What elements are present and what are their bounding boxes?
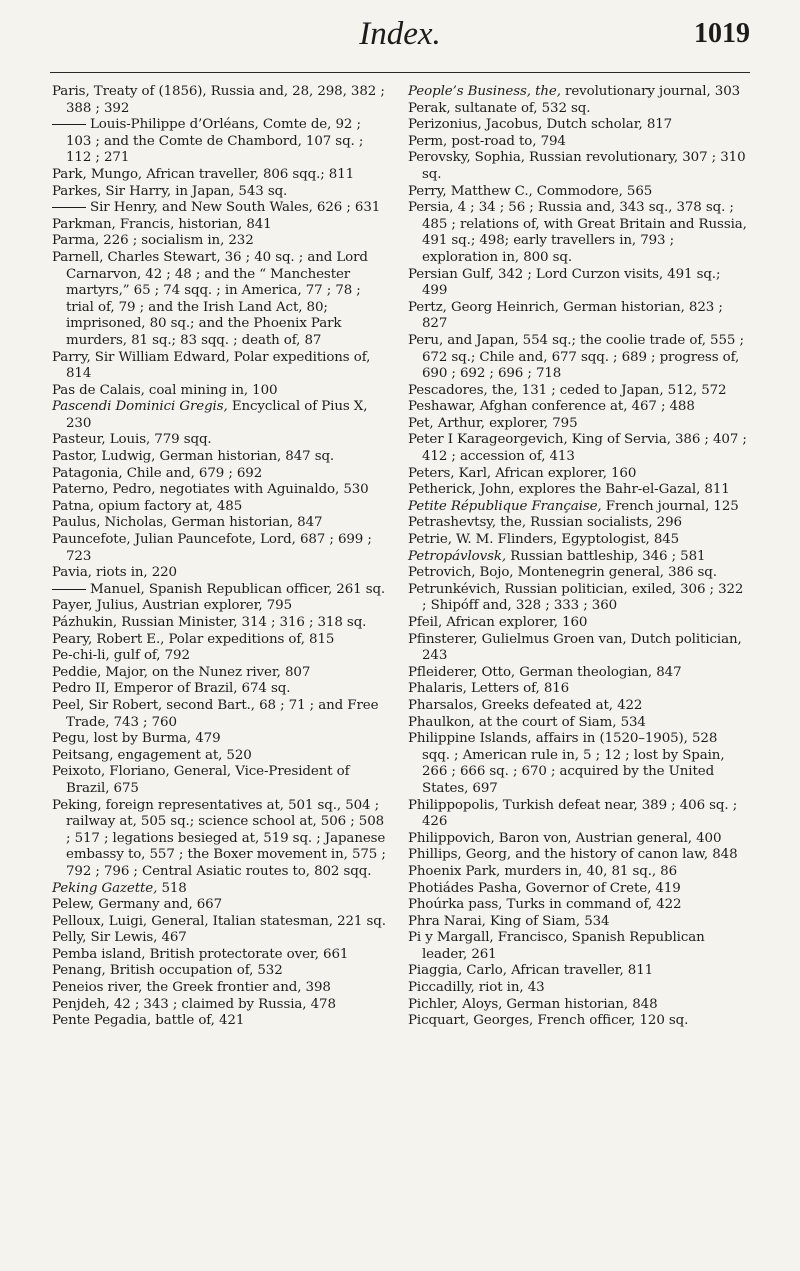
index-entry [408,84,748,101]
index-entry [52,748,388,765]
index-entry [408,665,748,682]
entry-text: Paris, Treaty of (1856), Russia and, 28, 298, 382 ; 388 ; 392 [52,84,385,116]
entry-text: Peddie, Major, on the Nunez river, 807 [52,664,311,680]
entry-text: 518 [157,880,187,896]
entry-text: Russian battleship, 346 ; 581 [506,548,706,564]
index-entry [408,134,748,151]
index-entry [408,715,748,732]
entry-text: Peru, and Japan, 554 sq.; the coolie trade of, 555 ; 672 sq.; Chile and, 677 sqq. ; 689 ; progress of, 690 ; 692 ; 696 ; 718 [408,332,744,382]
ditto-dash [52,207,86,208]
index-entry [52,914,388,931]
index-entry [52,250,388,350]
entry-text: Philippovich, Baron von, Austrian general, 400 [408,830,722,846]
index-entry [52,84,388,117]
index-entry [52,466,388,483]
index-entry [52,200,388,217]
entry-text: Peneios river, the Greek frontier and, 398 [52,980,331,996]
index-entry [52,482,388,499]
entry-text: Pelew, Germany and, 667 [52,897,223,913]
index-entry [408,698,748,715]
index-entry [52,615,388,632]
entry-text: Pertz, Georg Heinrich, German historian, 823 ; 827 [408,299,723,332]
index-entry [408,897,748,914]
entry-text: Pichler, Aloys, German historian, 848 [408,996,658,1012]
entry-text: Pauncefote, Julian Pauncefote, Lord, 687 ; 699 ; 723 [52,532,372,564]
entry-text: Pelly, Sir Lewis, 467 [52,930,187,946]
index-entry [408,515,748,532]
index-entry [52,963,388,980]
entry-text: Persian Gulf, 342 ; Lord Curzon visits, 491 sq.; 499 [408,266,721,299]
entry-italic-title: Peking Gazette, [52,880,158,896]
index-entry [408,847,748,864]
index-entry [52,598,388,615]
entry-text: Pegu, lost by Burma, 479 [52,731,221,747]
entry-text: Pemba island, British protectorate over, 661 [52,946,349,962]
index-entry [408,1013,748,1030]
index-entry [408,150,748,183]
entry-text: Parry, Sir William Edward, Polar expeditions of, 814 [52,349,371,382]
entry-text: Pasteur, Louis, 779 sqq. [52,432,212,448]
ditto-dash [52,589,86,590]
entry-text: Perak, sultanate of, 532 sq. [408,100,591,116]
index-entry [408,565,748,582]
entry-text: Pfleiderer, Otto, German theologian, 847 [408,664,682,680]
index-entry [52,698,388,731]
entry-text: Petrovich, Bojo, Montenegrin general, 386 sq. [408,565,717,581]
index-entry [408,200,748,266]
index-entry [52,217,388,234]
entry-text: Pelloux, Luigi, General, Italian statesman, 221 sq. [52,913,386,929]
entry-text: Peking, foreign representatives at, 501 sq., 504 ; railway at, 505 sq.; science school at, 506 ; 508 ; 517 ; legations besieged at, 519 sq. ; Japanese embassy to, 557 ; the Boxer movement in, 575 ; 792 ; 796 ; Central Asiatic routes to, 802 sqq. [52,797,386,879]
index-entry [52,997,388,1014]
index-entry [408,914,748,931]
index-entry [408,997,748,1014]
entry-text: Peshawar, Afghan conference at, 467 ; 488 [408,399,695,415]
entry-text: Pas de Calais, coal mining in, 100 [52,382,278,398]
index-entry [408,333,748,383]
page-header [50,14,750,54]
entry-text: Patagonia, Chile and, 679 ; 692 [52,465,263,481]
entry-text: Persia, 4 ; 34 ; 56 ; Russia and, 343 sq., 378 sq. ; 485 ; relations of, with Great Britain and Russia, 491 sq.; 498; early travellers in, 793 ; exploration in, 800 sq. [408,200,747,265]
index-column-left [52,84,388,1030]
index-entry [52,184,388,201]
entry-text: Pet, Arthur, explorer, 795 [408,415,578,431]
entry-text: Penang, British occupation of, 532 [52,963,283,979]
index-entry [52,681,388,698]
index-entry [408,549,748,566]
entry-text: Pastor, Ludwig, German historian, 847 sq. [52,449,335,465]
entry-text: Pfeil, African explorer, 160 [408,615,588,630]
entry-text: Peixoto, Floriano, General, Vice-President of Brazil, 675 [52,764,350,796]
index-entry [52,582,388,599]
index-entry [52,665,388,682]
entry-text: Philippopolis, Turkish defeat near, 389 ; 406 sq. ; 426 [408,797,738,830]
header-rule [50,72,750,73]
entry-text: Peters, Karl, African explorer, 160 [408,465,637,481]
entry-text: Phillips, Georg, and the history of canon law, 848 [408,847,738,863]
index-entry [52,117,388,167]
index-entry [408,432,748,465]
index-entry [52,947,388,964]
entry-text: Perm, post-road to, 794 [408,133,566,149]
index-entry [408,300,748,333]
index-entry [408,482,748,499]
entry-text: Park, Mungo, African traveller, 806 sqq.; 811 [52,166,355,182]
index-entry [52,383,388,400]
index-entry [408,930,748,963]
index-entry [52,980,388,997]
index-entry [52,167,388,184]
index-entry [408,117,748,134]
index-entry [52,798,388,881]
entry-text: Picquart, Georges, French officer, 120 sq. [408,1013,689,1029]
entry-text: Sir Henry, and New South Wales, 626 ; 631 [90,200,381,216]
index-column-right [408,84,748,1030]
entry-text: Piaggia, Carlo, African traveller, 811 [408,963,654,979]
entry-text: Piccadilly, riot in, 43 [408,980,545,996]
index-entry [52,930,388,947]
index-entry [408,798,748,831]
entry-text: Petrie, W. M. Flinders, Egyptologist, 845 [408,532,680,548]
index-entry [52,565,388,582]
entry-text: Payer, Julius, Austrian explorer, 795 [52,598,293,614]
entry-text: Perizonius, Jacobus, Dutch scholar, 817 [408,117,673,133]
entry-text: Peitsang, engagement at, 520 [52,747,252,763]
entry-text: Manuel, Spanish Republican officer, 261 sq. [90,581,386,597]
entry-text: Pente Pegadia, battle of, 421 [52,1013,245,1029]
entry-text: Phaulkon, at the court of Siam, 534 [408,714,646,730]
index-entry [52,731,388,748]
index-entry [408,499,748,516]
entry-text: Louis-Philippe d’Orléans, Comte de, 92 ; 103 ; and the Comte de Chambord, 107 sq. ; 112 ; 271 [66,117,364,166]
index-entry [52,233,388,250]
entry-text: Pedro II, Emperor of Brazil, 674 sq. [52,681,291,697]
index-entry [52,764,388,797]
index-entry [408,101,748,118]
entry-text: Pázhukin, Russian Minister, 314 ; 316 ; 318 sq. [52,615,367,630]
index-entry [408,864,748,881]
entry-text: Petrashevtsy, the, Russian socialists, 296 [408,515,682,531]
index-entry [408,399,748,416]
index-entry [408,980,748,997]
entry-text: Petrunkévich, Russian politician, exiled, 306 ; 322 ; Shipóff and, 328 ; 333 ; 360 [408,581,744,614]
entry-text: Patna, opium factory at, 485 [52,498,243,514]
index-entry [52,432,388,449]
entry-text: Photiádes Pasha, Governor of Crete, 419 [408,880,681,896]
index-entry [52,350,388,383]
index-entry [52,881,388,898]
index-entry [52,897,388,914]
entry-italic-title: People’s Business, the, [408,84,561,99]
index-entry [52,449,388,466]
index-entry [52,399,388,432]
entry-text: Peter I Karageorgevich, King of Servia, 386 ; 407 ; 412 ; accession of, 413 [408,432,747,465]
index-entry [408,632,748,665]
entry-text: French journal, 125 [601,498,739,514]
entry-text: Paterno, Pedro, negotiates with Aguinaldo, 530 [52,482,369,498]
entry-text: Pescadores, the, 131 ; ceded to Japan, 512, 572 [408,382,727,398]
entry-text: Pfinsterer, Gulielmus Groen van, Dutch politician, 243 [408,631,742,664]
entry-text: Parkes, Sir Harry, in Japan, 543 sq. [52,183,288,199]
index-entry [408,184,748,201]
entry-text: revolutionary journal, 303 [560,84,741,99]
entry-text: Petherick, John, explores the Bahr-el-Gazal, 811 [408,482,730,498]
entry-text: Paulus, Nicholas, German historian, 847 [52,515,323,531]
running-title: Index. [359,16,441,52]
entry-italic-title: Petite République Française, [408,498,602,514]
index-entry [52,648,388,665]
index-entry [408,582,748,615]
entry-text: Perry, Matthew C., Commodore, 565 [408,183,653,199]
index-entry [52,515,388,532]
index-entry [408,383,748,400]
entry-text: Encyclical of Pius X, 230 [66,399,368,431]
entry-italic-title: Pascendi Dominici Gregis, [52,399,228,415]
index-entry [408,881,748,898]
index-entry [408,963,748,980]
entry-text: Philippine Islands, affairs in (1520–1905), 528 sqq. ; American rule in, 5 ; 12 ; lost by Spain, 266 ; 666 sq. ; 670 ; acquired by the United States, 697 [408,731,725,796]
entry-text: Pe-chi-li, gulf of, 792 [52,648,190,664]
entry-text: Parkman, Francis, historian, 841 [52,216,272,232]
index-entry [52,632,388,649]
entry-text: Penjdeh, 42 ; 343 ; claimed by Russia, 478 [52,996,336,1012]
index-entry [52,499,388,516]
index-entry [408,466,748,483]
entry-text: Phra Narai, King of Siam, 534 [408,913,610,929]
entry-text: Peel, Sir Robert, second Bart., 68 ; 71 ; and Free Trade, 743 ; 760 [52,697,379,730]
index-entry [408,267,748,300]
entry-text: Parma, 226 ; socialism in, 232 [52,233,254,249]
entry-italic-title: Petropávlovsk, [408,548,507,564]
entry-text: Phoúrka pass, Turks in command of, 422 [408,897,682,913]
index-entry [408,615,748,632]
entry-text: Phoenix Park, murders in, 40, 81 sq., 86 [408,863,678,879]
entry-text: Perovsky, Sophia, Russian revolutionary, 307 ; 310 sq. [408,150,746,182]
entry-text: Pavia, riots in, 220 [52,565,177,581]
index-entry [408,731,748,797]
entry-text: Peary, Robert E., Polar expeditions of, 815 [52,631,335,647]
index-entry [408,532,748,549]
index-entry [408,831,748,848]
entry-text: Pharsalos, Greeks defeated at, 422 [408,697,643,713]
entry-text: Pi y Margall, Francisco, Spanish Republican leader, 261 [408,930,705,962]
index-entry [52,1013,388,1030]
index-entry [52,532,388,565]
entry-text: Phalaris, Letters of, 816 [408,681,570,697]
ditto-dash [52,124,86,125]
entry-text: Parnell, Charles Stewart, 36 ; 40 sq. ; and Lord Carnarvon, 42 ; 48 ; and the “ Manchester martyrs,” 65 ; 74 sqq. ; in America, 77 ; 78 ; trial of, 79 ; and the Irish Land Act, 80; imprisoned, 80 sq.; and the Phoenix Park murders, 81 sq.; 83 sqq. ; death of, 87 [52,249,368,348]
page-number: 1019 [694,18,750,49]
index-entry [408,681,748,698]
index-entry [408,416,748,433]
